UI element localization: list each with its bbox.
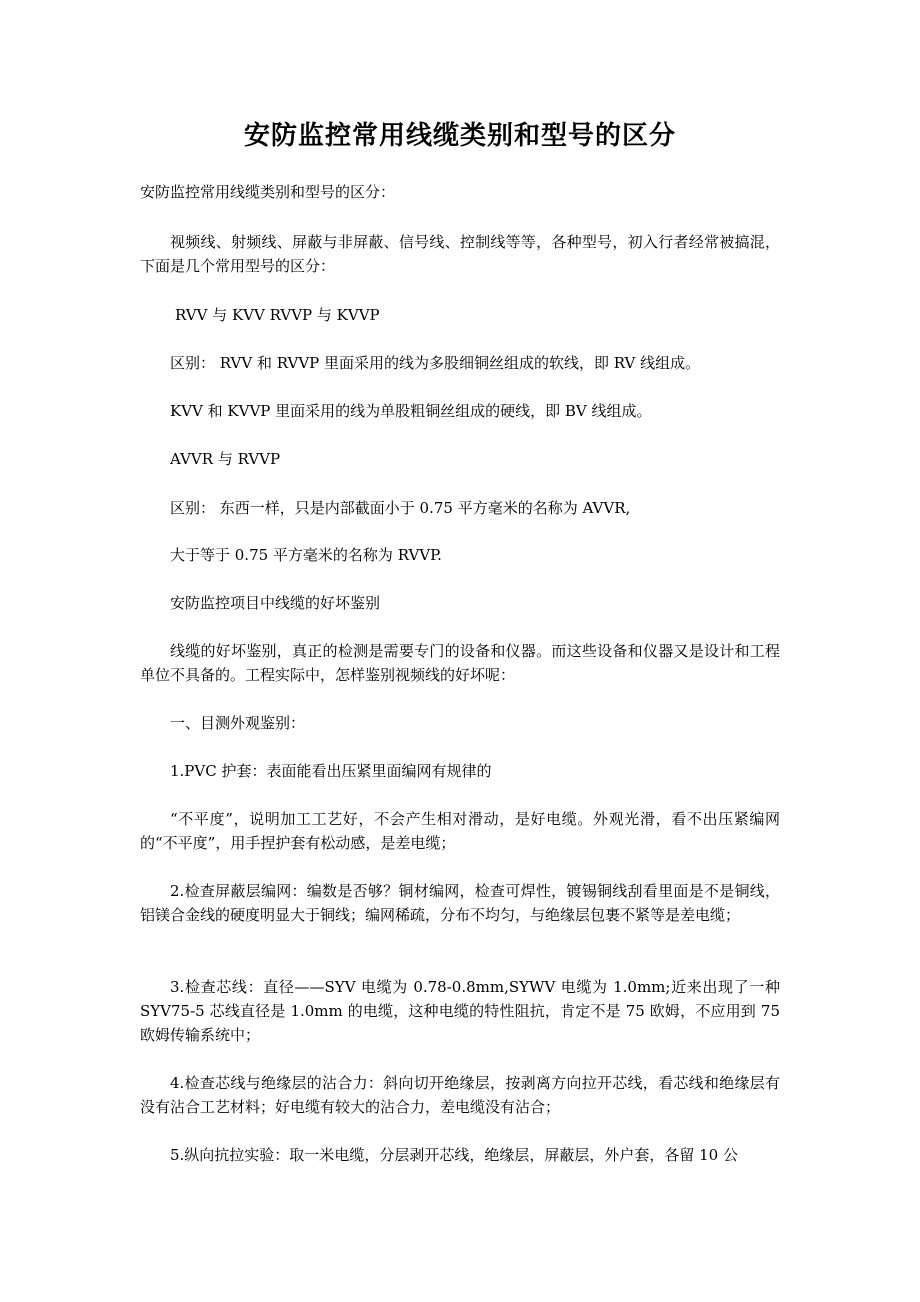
paragraph-difference-3: 区别： 东西一样，只是内部截面小于 0.75 平方毫米的名称为 AVVR, <box>170 499 631 517</box>
paragraph-item-2: 2.检查屏蔽层编网：编数是否够？铜材编网，检查可焊性，镀锡铜线刮看里面是不是铜线，铝镁合金线的硬度明显大于铜线；编网稀疏，分布不均匀，与绝缘层包裹不紧等是差电缆； <box>140 882 780 924</box>
section-heading-quality: 安防监控项目中线缆的好坏鉴别 <box>170 594 381 612</box>
paragraph-quality-intro: 线缆的好坏鉴别，真正的检测是需要专门的设备和仪器。而这些设备和仪器又是设计和工程单位不具备的。工程实际中，怎样鉴别视频线的好坏呢： <box>140 642 780 684</box>
paragraph-item-1-detail: “不平度”，说明加工工艺好，不会产生相对滑动，是好电缆。外观光滑，看不出压紧编网的“不平度”，用手捏护套有松动感，是差电缆； <box>140 810 780 852</box>
paragraph-difference-1: 区别： RVV 和 RVVP 里面采用的线为多股细铜丝组成的软线，即 RV 线组成。 <box>170 354 701 372</box>
paragraph-item-5: 5.纵向抗拉实验：取一米电缆，分层剥开芯线，绝缘层，屏蔽层，外户套，各留 10 公 <box>170 1146 738 1164</box>
paragraph-difference-4: 大于等于 0.75 平方毫米的名称为 RVVP. <box>170 546 442 564</box>
paragraph-models-1: RVV 与 KVV RVVP 与 KVVP <box>175 306 380 324</box>
paragraph-difference-2: KVV 和 KVVP 里面采用的线为单股粗铜丝组成的硬线，即 BV 线组成。 <box>170 402 652 420</box>
document-title: 安防监控常用线缆类别和型号的区分 <box>243 121 676 151</box>
paragraph-item-3: 3.检查芯线：直径——SYV 电缆为 0.78-0.8mm,SYWV 电缆为 1.0mm;近来出现了一种 SYV75-5 芯线直径是 1.0mm 的电缆，这种电缆的特性阻抗，肯定不是 75 欧姆，不应用到 75 欧姆传输系统中； <box>140 978 780 1044</box>
paragraph-intro: 安防监控常用线缆类别和型号的区分： <box>140 183 396 201</box>
paragraph-item-4: 4.检查芯线与绝缘层的沾合力：斜向切开绝缘层，按剥离方向拉开芯线，看芯线和绝缘层有没有沾合工艺材料；好电缆有较大的沾合力，差电缆没有沾合； <box>140 1074 780 1116</box>
paragraph-item-1: 1.PVC 护套：表面能看出压紧里面编网有规律的 <box>170 762 492 780</box>
paragraph-models-2: AVVR 与 RVVP <box>170 450 281 468</box>
paragraph-overview: 视频线、射频线、屏蔽与非屏蔽、信号线、控制线等等，各种型号，初入行者经常被搞混，下面是几个常用型号的区分： <box>140 233 780 275</box>
section-heading-visual: 一、目测外观鉴别： <box>170 714 306 732</box>
